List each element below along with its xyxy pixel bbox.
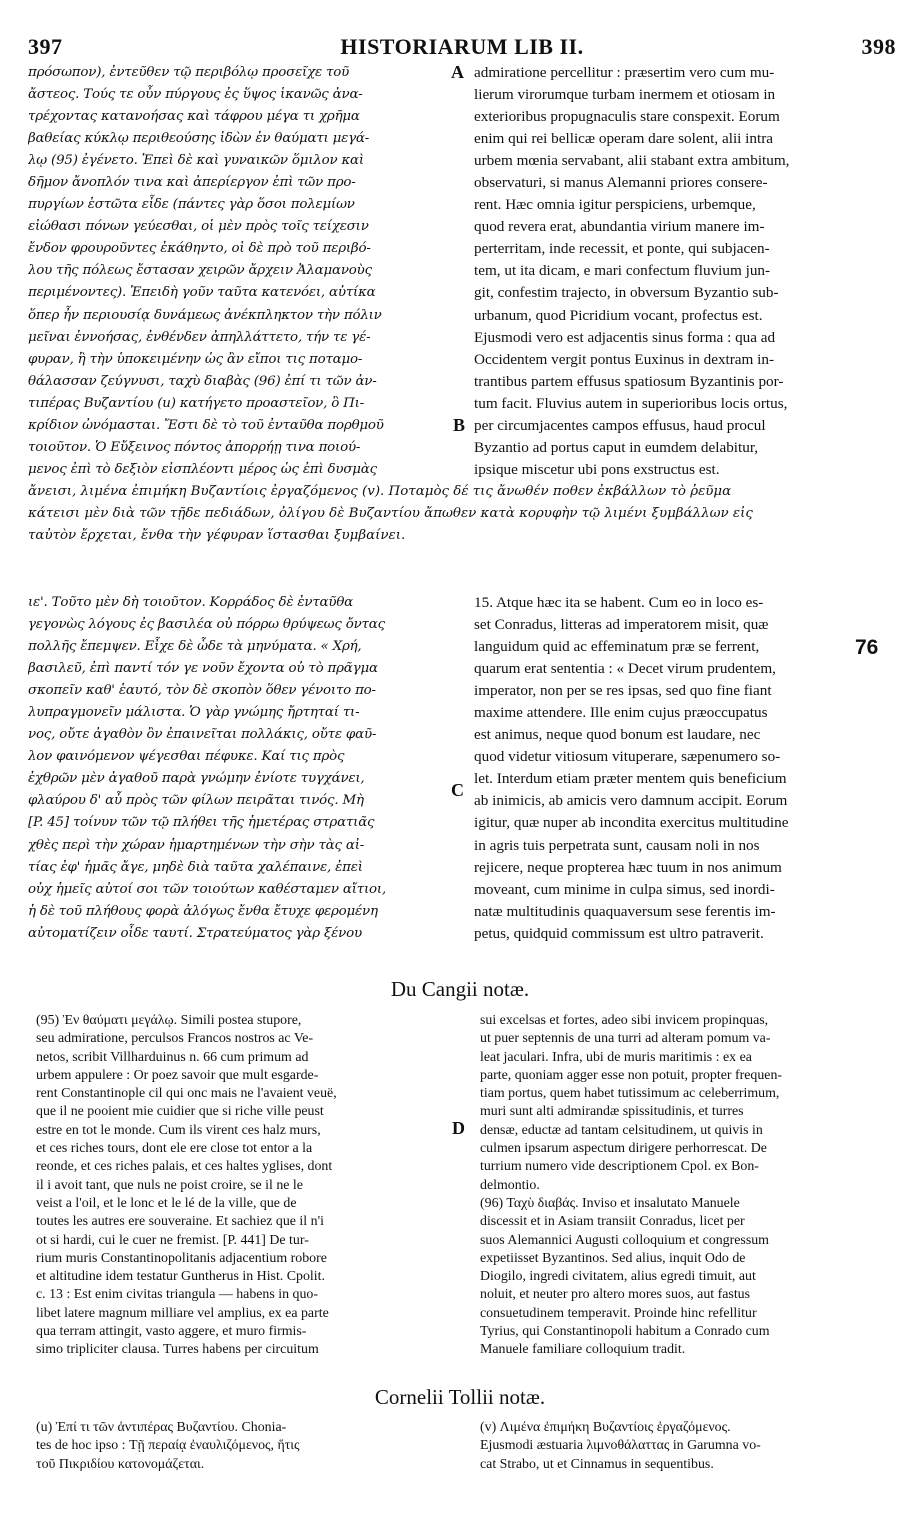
note-line: leat jaculari. Infra, ubi de muris maritimis : ex ea — [480, 1049, 752, 1065]
greek-text-line: τρέχοντας κατανοήσας καὶ τάφρου μέγα τι χρῆμα — [28, 109, 360, 125]
note-line: (v) Λιμένα ἐπιμήκη Βυζαντίοις ἐργαζόμενος. — [480, 1420, 731, 1435]
note-line: delmontio. — [480, 1177, 540, 1193]
du-cangii-notes-left — [36, 1012, 448, 1360]
note-line: toutes les autres ere souveraine. Et sachiez que il n'i — [36, 1214, 324, 1230]
note-line: Diogilo, ingredi civitatem, alius egredi timuit, aut — [480, 1269, 756, 1285]
du-cangii-notes-heading: Du Cangii notæ. — [390, 977, 530, 1001]
page-number-right: 398 — [861, 34, 896, 59]
note-line: il i avoit tant, que nuls ne poist croire, se il ne le — [36, 1177, 303, 1193]
greek-text-line: χθὲς περὶ τὴν χώραν ἡμαρτημένων τὴν σὴν τὰς αἰ- — [28, 837, 365, 853]
latin-text-line: imperator, non per se res ipsas, sed quo fine fiant — [474, 682, 772, 700]
note-line: rent Constantinople cil qui onc mais ne l'avaient veuë, — [36, 1086, 337, 1102]
note-line: et altitudine idem testatur Guntherus in Hist. Cpolit. — [36, 1269, 325, 1285]
note-line: tes de hoc ipso : Τῇ περαίᾳ ἐναυλιζόμενος, ἥτις — [36, 1438, 300, 1454]
greek-column-top — [28, 62, 464, 481]
greek-text-line: [P. 45] τοίνυν τῶν τῷ πλήθει τῆς ἡμετέρας στρατιᾶς — [28, 815, 375, 831]
margin-letter-c: C — [451, 780, 464, 800]
note-line: cat Strabo, ut et Cinnamus in sequentibus. — [480, 1456, 714, 1472]
latin-text-line: Ejusmodi vero est adjacentis sinus forma : qua ad — [474, 328, 776, 346]
latin-text-line: observaturi, si manus Alemanni priores consere- — [474, 174, 768, 192]
greek-text-line: πυργίων ἑστῶτα εἶδε (πάντες γὰρ ὅσοι πολεμίων — [28, 197, 355, 213]
greek-text-line: ἡ δὲ τοῦ πλήθους φορὰ ἀλόγως ἔνθα ἔτυχε φερομένη — [28, 903, 378, 919]
latin-text-line: Occidentem vergit pontus Euxinus in dextram in- — [474, 350, 775, 368]
latin-text-line: languidum quid ac effeminatum præ se ferrent, — [474, 638, 760, 656]
greek-text-line: αὐτοματίζειν οἶδε ταυτί. Στρατεύματος γὰρ ξένου — [28, 925, 362, 941]
note-line: netos, scribit Villharduinus n. 66 cum primum ad — [36, 1049, 309, 1065]
latin-text-line: rejicere, neque propterea hæc tuum in nos animum — [474, 858, 782, 876]
greek-text-line: εἰώθασι πόνων γεύεσθαι, οἱ μὲν πρὸς τοῖς τείχεσιν — [28, 219, 369, 235]
greek-text-line: λου τῆς πόλεως ἔστασαν χειρῶν ἄρχειν Ἀλαμανοὺς — [28, 263, 372, 279]
greek-text-line: τοιοῦτον. Ὁ Εὔξεινος πόντος ἀπορρήῃ τινα ποιού- — [28, 439, 361, 455]
latin-text-line: set Conradus, litteras ad imperatorem misit, quæ — [474, 616, 769, 634]
note-line: τοῦ Πικριδίου κατονομάζεται. — [36, 1456, 205, 1472]
greek-text-line: σκοπεῖν καθ' ἑαυτό, τὸν δὲ σκοπὸν ὅθεν γένοιτο πο- — [28, 683, 376, 699]
greek-text-line: κάτεισι μὲν διὰ τῶν τῇδε πεδιάδων, ὀλίγου δὲ Βυζαντίου ἄπωθεν κατὰ κορυφὴν τῷ λιμένι ξυμβάλλων εἰς — [28, 506, 753, 521]
latin-text-line: ab inimicis, ab amicis vero damnum accipit. Eorum — [474, 792, 788, 810]
note-line: parte, quoniam agger esse non potuit, propter frequen- — [480, 1067, 783, 1083]
note-line: suos Alemannici Augusti colloquium et congressum — [480, 1232, 769, 1248]
greek-text-line: πολλῆς ἔπεμψεν. Εἶχε δὲ ὧδε τὰ μηνύματα. « Χρή, — [28, 639, 362, 655]
latin-text-line: moveant, cum minime in culpa simus, sed inordi- — [474, 880, 775, 898]
greek-text-line: θάλασσαν ζεύγνυσι, ταχὺ διαβὰς (96) ἐπί τι τῶν ἀν- — [28, 373, 377, 389]
greek-text-line: ἄστεος. Τούς τε οὖν πύργους ἐς ὕψος ἱκανῶς ἀνα- — [28, 87, 363, 103]
greek-text-line: φυραν, ἢ τὴν ὑποκειμένην ὡς ἂν εἴποι τις ποταμο- — [28, 351, 363, 367]
note-line: noluit, et neuter pro altero mores suos, aut fastus — [480, 1287, 751, 1303]
note-line: turrium numero vide descriptionem Cpol. ex Bon- — [480, 1159, 759, 1175]
latin-text-line: 15. Atque hæc ita se habent. Cum eo in loco es- — [474, 594, 764, 611]
note-line: ut puer septennis de una turri ad alteram pomum va- — [480, 1031, 771, 1047]
greek-text-line: δῆμον ἄνοπλόν τινα καὶ ἀπερίεργον ἐπὶ τῶν προ- — [28, 175, 356, 191]
latin-column-top — [474, 62, 884, 481]
latin-text-line: est animus, neque quod bonum est laudare, nec — [474, 726, 761, 744]
note-line: (96) Ταχὺ διαβάς. Inviso et insalutato Manuele — [480, 1195, 740, 1211]
note-line: Tyrius, qui Constantinopoli habitum a Conrado cum — [480, 1324, 770, 1340]
latin-text-line: ipsique miscetur ubi pons exstructus est. — [474, 460, 720, 478]
note-line: estre en tot le monde. Cum ils virent ces halz murs, — [36, 1122, 321, 1138]
latin-text-line: trantibus partem effusus spatiosum Byzantinis por- — [474, 372, 784, 390]
greek-text-line: νος, οὔτε ἀγαθὸν ὂν ἐπαινεῖται πολλάκις, οὔτε φαῦ- — [28, 727, 377, 743]
note-line: muri sunt alti admirandæ spissitudinis, et turres — [480, 1104, 744, 1120]
note-line: que il ne pooient mie cuidier que si riche ville peust — [36, 1104, 324, 1120]
latin-text-line: maxime attendere. Ille enim cujus præoccupatus — [474, 704, 768, 722]
note-line: libet latere magnum milliare vel amplius, ex ea parte — [36, 1305, 329, 1321]
running-header — [28, 34, 896, 60]
greek-text-line: λῳ (95) ἐγένετο. Ἐπεὶ δὲ καὶ γυναικῶν ὅμιλον καὶ — [28, 153, 364, 169]
latin-text-line: lierum virorumque turbam inermem et otiosam in — [474, 86, 776, 104]
latin-text-line: igitur, quæ nuper ab incondita exercitus multitudine — [474, 814, 789, 832]
note-line: ot si hardi, cui le cuer ne fremist. [P. 441] De tur- — [36, 1232, 309, 1248]
latin-text-line: enim qui rei bellicæ operam dare solent, alii intra — [474, 130, 774, 148]
greek-full-width-lines — [28, 481, 892, 547]
note-line: Ejusmodi æstuaria λιμνοθάλαττας in Garumna vo- — [480, 1438, 761, 1454]
note-line: urbem appulere : Or poez savoir que mult esgarde- — [36, 1067, 319, 1083]
greek-text-line: γεγονὼς λόγους ἐς βασιλέα οὐ πόρρω θρύψεως ὄντας — [28, 617, 385, 633]
greek-text-line: τίας ἐφ' ἡμᾶς ἄγε, μηδὲ διὰ ταῦτα χαλέπαινε, ἐπεὶ — [28, 859, 363, 875]
note-line: consuetudinem temperavit. Proinde hinc refellitur — [480, 1305, 757, 1321]
note-line: expetiisset Byzantinos. Sed alius, inquit Odo de — [480, 1250, 746, 1266]
greek-text-line: φλαύρου δ' αὖ πρὸς τῶν φίλων πειρᾶται τινός. Μὴ — [28, 793, 364, 809]
latin-text-line: tem, ut ita dicam, e mari confectum fluvium jun- — [474, 262, 771, 280]
latin-text-line: in agris tuis perpetrata sunt, causam noli in nos — [474, 836, 760, 854]
note-line: (95) Ἐν θαύματι μεγάλῳ. Simili postea stupore, — [36, 1013, 302, 1028]
greek-column-mid — [28, 592, 464, 945]
margin-letter-d: D — [452, 1118, 465, 1138]
greek-text-line: ιε'. Τοῦτο μὲν δὴ τοιοῦτον. Κορράδος δὲ ἐνταῦθα — [28, 595, 354, 610]
greek-text-line: βαθείας κύκλῳ περιθεούσης ἰδὼν ἐν θαύματι μεγά- — [28, 131, 370, 147]
note-line: qua terram attingit, vasto aggere, et muro firmis- — [36, 1324, 307, 1340]
latin-text-line: urbem mœnia servabant, alii stabant extra ambitum, — [474, 152, 790, 170]
greek-text-line: οὐχ ἡμεῖς αὐτοί σοι τῶν τοιούτων καθέσταμεν αἴτιοι, — [28, 881, 386, 897]
note-line: simo tripliciter clausa. Turres habens per circuitum — [36, 1342, 319, 1358]
tollii-notes-right — [480, 1419, 890, 1474]
latin-text-line: quod revera erat, abundantia virium manere im- — [474, 218, 765, 236]
greek-text-line: πρόσωπον), ἐντεῦθεν τῷ περιβόλῳ προσεῖχε τοῦ — [28, 65, 350, 80]
note-line: culmen ipsarum aspectum dirigere perhorrescat. De — [480, 1141, 767, 1157]
note-line: discessit et in Asiam transiit Conradus, licet per — [480, 1214, 745, 1230]
latin-text-line: natæ multitudinis quaquaversum sese ferentis im- — [474, 902, 776, 920]
greek-text-line: λυπραγμονεῖν μάλιστα. Ὁ γὰρ γνώμης ἤρτηταί τι- — [28, 705, 360, 721]
page-number-left: 397 — [28, 34, 63, 59]
note-line: (u) Ἐπί τι τῶν ἀντιπέρας Βυζαντίου. Chonia- — [36, 1420, 287, 1435]
greek-text-line: βασιλεῦ, ἐπὶ παντί τόν γε νοῦν ἔχοντα οὐ τὸ πρᾶγμα — [28, 661, 378, 677]
latin-text-line: admiratione percellitur : præsertim vero cum mu- — [474, 64, 775, 81]
greek-text-line: κρίδιον ὠνόμασται. Ἔστι δὲ τὸ τοῦ ἐνταῦθα πορθμοῦ — [28, 417, 384, 433]
margin-letter-b: B — [453, 415, 466, 435]
note-line: densæ, eductæ ad tantam celsitudinem, ut quivis in — [480, 1122, 763, 1138]
running-title: HISTORIARUM LIB II. — [340, 34, 584, 59]
latin-text-line: per circumjacentes campos effusus, haud procul — [474, 416, 766, 434]
latin-column-mid — [474, 592, 884, 945]
greek-text-line: ταὐτὸν ἔρχεται, ἔνθα τὴν γέφυραν ἵστασθαι ξυμβαίνει. — [28, 528, 406, 543]
greek-text-line: ἐχθρῶν μὲν ἀγαθοῦ παρὰ γνώμην ἐνίοτε τυγχάνει, — [28, 771, 365, 787]
greek-text-line: ὅπερ ἦν περιουσίᾳ δυνάμεως ἀνέκπληκτον τὴν πόλιν — [28, 307, 382, 323]
tollii-notes-heading: Cornelii Tollii notæ. — [374, 1385, 546, 1409]
note-line: reonde, et ces riches palais, et ces haltes yglises, dont — [36, 1159, 333, 1175]
latin-text-line: quarum erat sententia : « Decet virum prudentem, — [474, 660, 776, 678]
note-line: sui excelsas et fortes, adeo sibi invicem propinquas, — [480, 1013, 769, 1028]
latin-text-line: tum facit. Fluvius autem in superioribus locis ortus, — [474, 394, 788, 412]
note-line: rium muris Constantinopolitanis adjacentium robore — [36, 1250, 327, 1266]
latin-text-line: petus, quidquid commissum est ultro patraverit. — [474, 924, 764, 942]
page-reference-number: 76 — [855, 636, 879, 659]
note-line: Manuele familiare colloquium tradit. — [480, 1342, 686, 1358]
greek-text-line: ἄνεισι, λιμένα ἐπιμήκη Βυζαντίοις ἐργαζόμενος (v). Ποταμὸς δέ τις ἄνωθέν ποθεν ἐκβάλλων τὸ ῥεῦμα — [28, 484, 732, 499]
note-line: c. 13 : Est enim civitas triangula — habens in quo- — [36, 1287, 318, 1303]
latin-text-line: quod videtur vitiosum vituperare, sæpenumero so- — [474, 748, 781, 766]
latin-text-line: git, confestim trajecto, in obversum Byzantio sub- — [474, 284, 779, 302]
tollii-notes-left — [36, 1419, 456, 1474]
greek-text-line: ἔνδον φρουροῦντες ἐκάθηντο, οἱ δὲ πρὸ τοῦ περιβό- — [28, 241, 371, 257]
note-line: veist a l'oil, et le lonc et le lé de la ville, que de — [36, 1195, 297, 1211]
du-cangii-notes-right — [480, 1012, 890, 1360]
latin-text-line: urbanum, quod Picridium vocant, profectus est. — [474, 306, 763, 324]
note-line: et ces riches tours, dont ele ere close tot entor a la — [36, 1141, 313, 1157]
margin-letter-a: A — [451, 62, 464, 82]
greek-text-line: μεῖναι ἐννοήσας, ἐνθένδεν ἀπηλλάττετο, τήν τε γέ- — [28, 329, 371, 345]
note-line: tiam portus, quem habet tutissimum ac celeberrimum, — [480, 1086, 780, 1102]
note-line: seu admiratione, perculsos Francos nostros ac Ve- — [36, 1031, 314, 1047]
latin-text-line: let. Interdum etiam præter mentem quis beneficium — [474, 770, 787, 788]
greek-text-line: λον φαινόμενον ψέγεσθαι πέφυκε. Καί τις πρὸς — [28, 749, 345, 765]
latin-text-line: rent. Hæc omnia igitur perspiciens, urbemque, — [474, 196, 756, 214]
latin-text-line: perterritam, inde recessit, et ponte, qui subjacen- — [474, 240, 770, 258]
greek-text-line: περιμένοντες). Ἐπειδὴ γοῦν ταῦτα κατενόει, αὐτίκα — [28, 285, 376, 301]
latin-text-line: exterioribus propugnaculis stare conspexit. Eorum — [474, 108, 780, 126]
greek-text-line: τιπέρας Βυζαντίου (u) κατήγετο προαστεῖον, ὃ Πι- — [28, 395, 365, 411]
latin-text-line: Byzantio ad portus caput in eumdem delabitur, — [474, 438, 759, 456]
greek-text-line: μενος ἐπὶ τὸ δεξιὸν εἰσπλέοντι μέρος ὡς ἐπὶ δυσμὰς — [28, 461, 377, 477]
